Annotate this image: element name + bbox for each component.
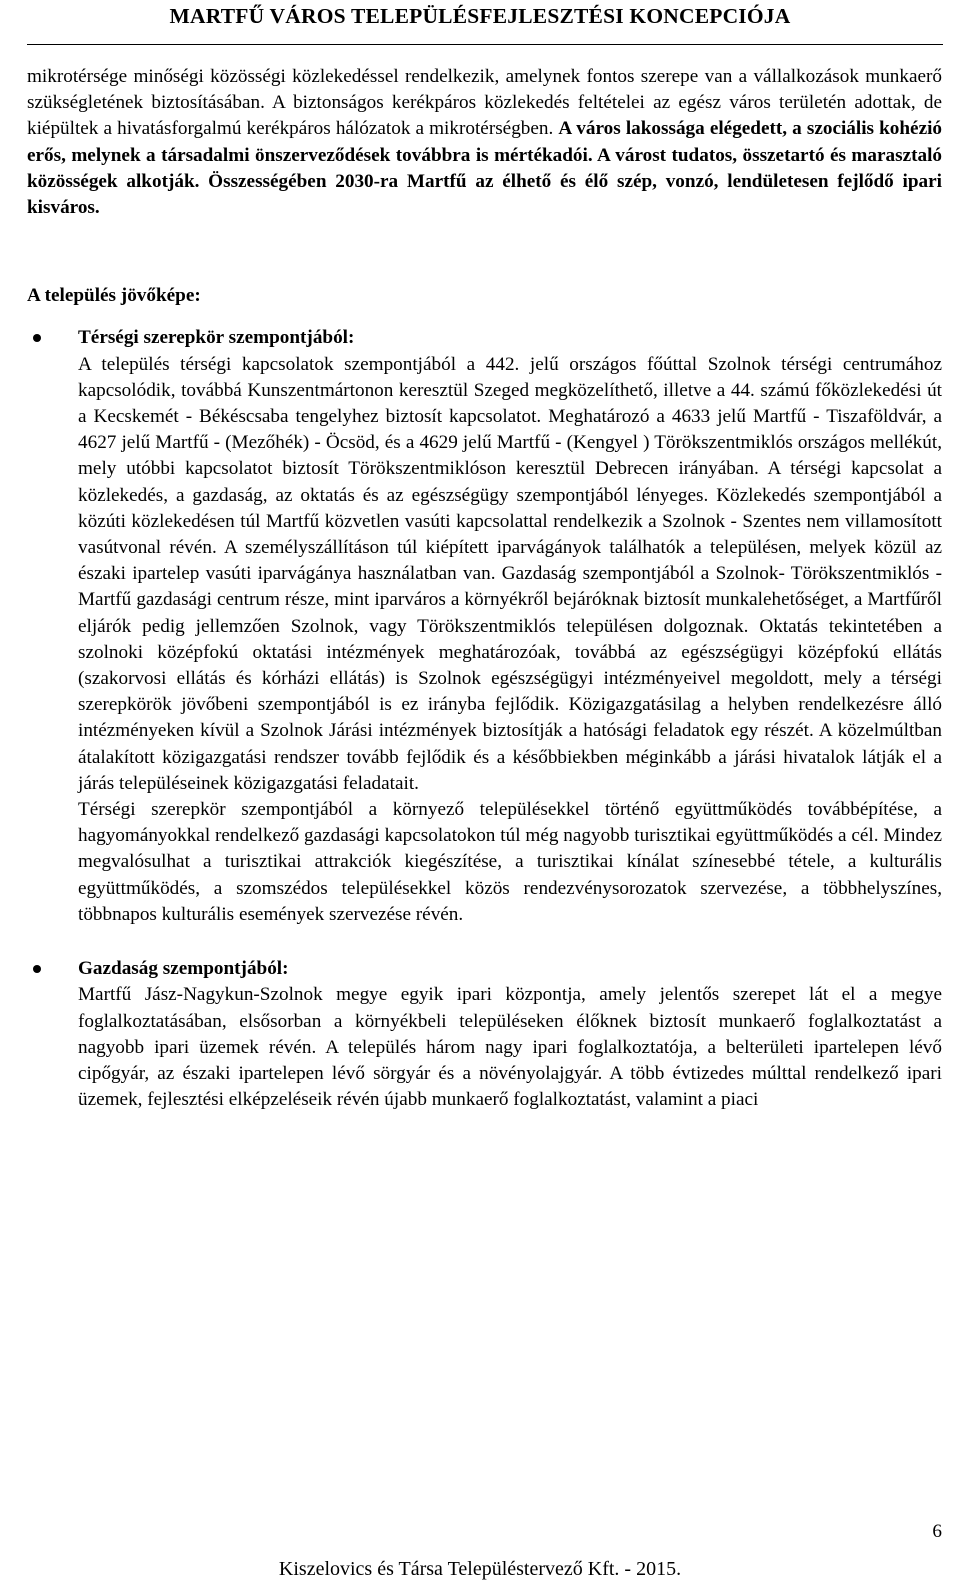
bullet-paragraph: A település térségi kapcsolatok szempontjából a 442. jelű országos főúttal Szolnok térségi centrumához kapcsolódik, továbbá Kunszentmártonon keresztül Szeged megközelíthető, illetve a 44. számú főközlekedési út a Kecskemét - Békéscsaba tengelyhez biztosít kapcsolatot. Meghatározó a 4633 jelű Martfű - Tiszaföldvár, a 4627 jelű Martfű - (Mezőhék) - Öcsöd, és a 4629 jelű Martfű - (Kengyel ) Törökszentmiklós országos mellékút, mely utóbbi kapcsolatot biztosít Törökszentmiklóson keresztül Debrecen irányában. A térségi kapcsolat a közlekedés, a gazdaság, az oktatás és az egészségügy szempontjából lényeges. Közlekedés szempontjából a közúti közlekedésen túl Martfű közvetlen vasúti kapcsolattal rendelkezik a Szolnok - Szentes nem villamosított vasútvonal révén. A személyszállításon túl kiépített iparvágányok találhatók a településen, melyek közül az északi ipartelep vasúti iparvágánya használatban van. Gazdaság szempontjából a Szolnok- Törökszentmiklós - Martfű gazdasági centrum része, mint iparváros a környékről bejáróknak biztosít munkalehetőséget, a Martfűről eljárók pedig jellemzően Szolnok, vagy Törökszentmiklós településen dolgoznak. Oktatás tekintetében a szolnoki középfokú oktatási intézmények meghatározóak, továbbá az egészségügyi középfokú ellátás (szakorvosi ellátás és kórházi ellátás) is Szolnok egészségügyi intézményeivel megoldott, mely a térségi szerepkörök jövőbeni szempontjából is ez irányba fejlődik. Közigazgatásilag a helyben rendelkezésre álló intézményeken kívül a Szolnok Járási intézmények biztosítják a hatósági feladatok egy részét. A közelmúltban átalakított közigazgatási rendszer tovább fejlődik és a későbbiekben méginkább a járási hivatalok látják el a járás településeinek közigazgatási feladatait. bbox=[78, 353, 942, 794]
bullet-title: Gazdaság szempontjából: bbox=[78, 958, 289, 980]
intro-paragraph bbox=[27, 64, 942, 221]
bullet-title: Térségi szerepkör szempontjából: bbox=[78, 327, 355, 349]
document-header-title: MARTFŰ VÁROS TELEPÜLÉSFEJLESZTÉSI KONCEPCIÓJA bbox=[169, 4, 791, 28]
intro-normal-text: mikrotérsége minőségi közösségi közlekedéssel rendelkezik, amelynek fontos szerepe van a vállalkozások munkaerő szükségletének biztosításában. A biztonságos kerékpáros közlekedés feltételei az egész város területén adottak, de kiépültek a hivatásforgalmú kerékpáros hálózatok a mikrotérségben. bbox=[27, 66, 942, 140]
page-body bbox=[27, 64, 942, 1113]
bullet-paragraph: Martfű Jász-Nagykun-Szolnok megye egyik ipari központja, amely jelentős szerepet lát el a megye foglalkoztatásában, elsősorban a környékbeli településeken élőknek biztosít munkaerő foglalkoztatást a nagyobb ipari üzemek révén. A település három nagy ipari foglalkoztatója, a belterületi ipartelepen lévő cipőgyár, az északi ipartelepen lévő sörgyár és a növényolajgyár. A több évtizedes múlttal rendelkező ipari üzemek, fejlesztési elképzeléseik révén újabb munkaerő foglalkoztatást, valamint a piaci bbox=[78, 984, 942, 1111]
bullet-dot-icon bbox=[33, 334, 41, 342]
bullet-item-regional-role bbox=[27, 325, 942, 928]
section-heading: A település jövőképe: bbox=[27, 285, 201, 307]
intro-bold-text: A város lakossága elégedett, a szociális kohézió erős, melynek a társadalmi önszerveződések továbbra is mértékadói. A várost tudatos, összetartó és marasztaló közösségek alkotják. Összességében 2030-ra Martfű az élhető és élő szép, vonzó, lendületesen fejlődő ipari kisváros. bbox=[27, 118, 943, 219]
header-divider bbox=[27, 44, 943, 45]
page-number: 6 bbox=[932, 1521, 942, 1542]
document-footer: Kiszelovics és Társa Településtervező Kft. - 2015. bbox=[278, 1558, 682, 1580]
bullet-item-economy bbox=[27, 956, 942, 1113]
bullet-paragraph: Térségi szerepkör szempontjából a környező településekkel történő együttműködés továbbépítése, a hagyományokkal rendelkező gazdasági kapcsolatokon túl még nagyobb turisztikai együttműködés a cél. Mindez megvalósulhat a turisztikai attrakciók kiegészítése, a turisztikai kínálat színesebbé tétele, a kulturális együttműködés, a szomszédos településekkel közös rendezvénysorozatok szervezése, a többhelyszínes, többnapos kulturális események szervezése révén. bbox=[78, 799, 942, 925]
bullet-dot-icon bbox=[33, 965, 41, 973]
